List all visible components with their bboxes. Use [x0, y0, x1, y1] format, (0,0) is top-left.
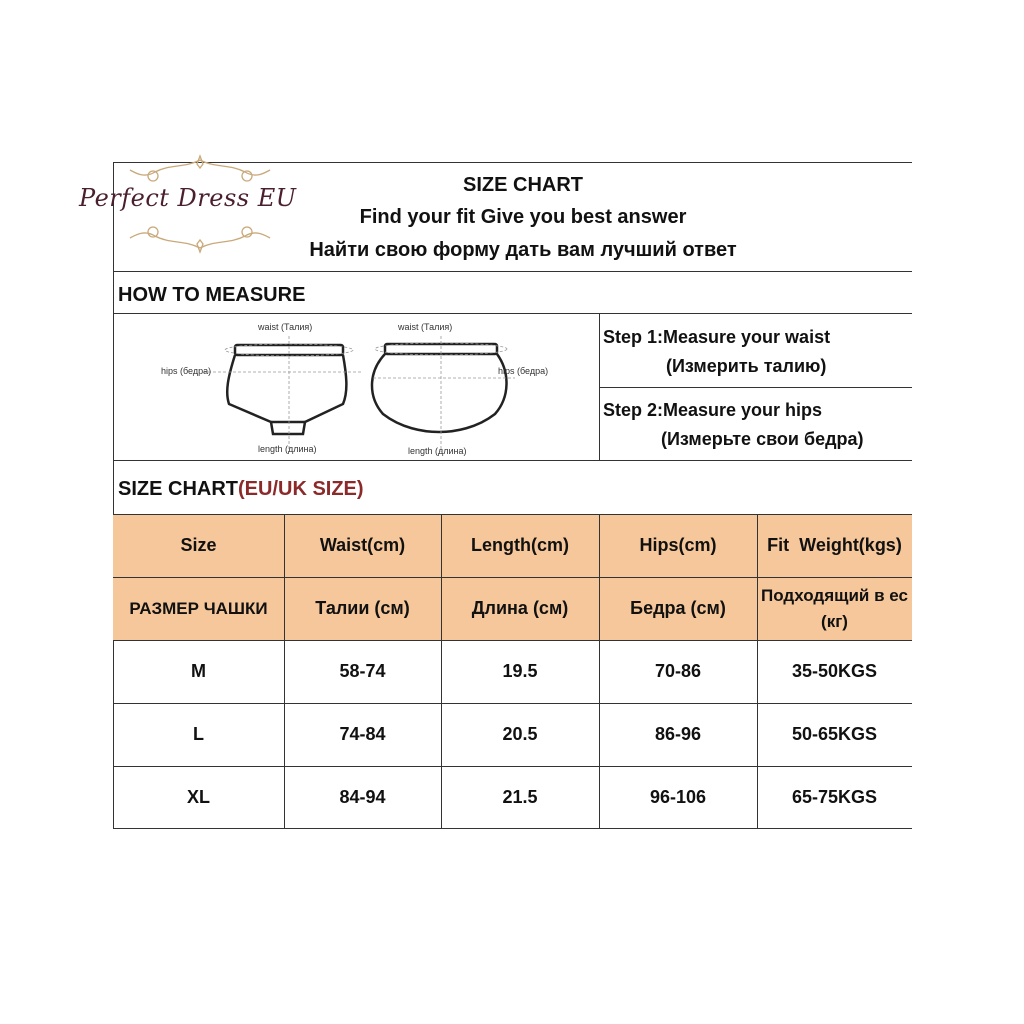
- header-hips-ru: Бедра (см): [599, 577, 757, 640]
- underwear-diagram-icon: [143, 322, 573, 462]
- measure-diagram: [143, 322, 573, 462]
- header-fit-weight-ru: Подходящий в ес (кг): [757, 577, 912, 640]
- table-line-v1: [284, 514, 285, 829]
- row-xl-weight: 65-75KGS: [791, 787, 878, 807]
- size-chart-heading: [118, 478, 364, 501]
- header-waist: Waist(cm): [284, 514, 441, 577]
- row-l-hips: 86-96: [654, 724, 702, 744]
- subtitle-russian: Найти свою форму дать вам лучший ответ: [309, 239, 737, 261]
- row-xl-waist: 84-94: [339, 787, 386, 807]
- waist-label-front: waist (Талия): [258, 322, 313, 332]
- step1-russian: (Измерить талию): [666, 356, 827, 376]
- hips-label-back: hips (бедра): [498, 366, 549, 376]
- chart-title: SIZE CHART: [463, 174, 583, 196]
- header-fit-weight: Fit Weight(kgs): [757, 514, 912, 577]
- how-to-measure-heading: HOW TO MEASURE: [118, 284, 306, 306]
- measure-divider-top: [113, 313, 912, 314]
- row-l-weight: 50-65KGS: [791, 724, 878, 744]
- brand-logo: [75, 154, 325, 254]
- row-m-waist: 58-74: [339, 661, 386, 681]
- logo-text: Perfect Dress EU: [79, 184, 297, 212]
- table-line-v2: [441, 514, 442, 829]
- table-line-h3: [113, 703, 912, 704]
- row-xl-length: 21.5: [502, 787, 538, 807]
- table-line-h5: [113, 828, 912, 829]
- row-l-length: 20.5: [502, 724, 538, 744]
- row-l-size: L: [193, 724, 204, 744]
- header-size-ru: РАЗМЕР ЧАШКИ: [113, 577, 284, 640]
- table-line-h0: [113, 514, 912, 515]
- row-xl-hips: 96-106: [649, 787, 707, 807]
- table-line-h2: [113, 640, 912, 641]
- header-length: Length(cm): [441, 514, 599, 577]
- steps-divider: [599, 387, 912, 388]
- table-line-v3: [599, 514, 600, 829]
- length-label-back: length (длина): [408, 446, 467, 456]
- header-size: Size: [113, 514, 284, 577]
- row-m-hips: 70-86: [654, 661, 702, 681]
- row-m-weight: 35-50KGS: [791, 661, 878, 681]
- table-line-v4: [757, 514, 758, 829]
- subtitle-english: Find your fit Give you best answer: [359, 206, 687, 228]
- row-xl-size: XL: [186, 787, 210, 807]
- size-chart-heading-prefix: SIZE CHART: [118, 478, 238, 500]
- step2-english: Step 2:Measure your hips: [603, 400, 823, 420]
- table-line-h1: [113, 577, 912, 578]
- size-chart-sheet: [79, 162, 912, 829]
- hips-label-front: hips (бедра): [161, 366, 212, 376]
- header-hips: Hips(cm): [599, 514, 757, 577]
- step1-english: Step 1:Measure your waist: [603, 327, 831, 347]
- header-length-ru: Длина (см): [441, 577, 599, 640]
- row-l-waist: 74-84: [339, 724, 386, 744]
- row-m-length: 19.5: [502, 661, 538, 681]
- row-m-size: M: [191, 661, 206, 681]
- length-label-front: length (длина): [258, 444, 317, 454]
- waist-label-back: waist (Талия): [398, 322, 453, 332]
- table-line-h4: [113, 766, 912, 767]
- size-chart-heading-accent: (EU/UK SIZE): [238, 478, 364, 500]
- step2-russian: (Измерьте свои бедра): [661, 429, 864, 449]
- header-waist-ru: Талии (см): [284, 577, 441, 640]
